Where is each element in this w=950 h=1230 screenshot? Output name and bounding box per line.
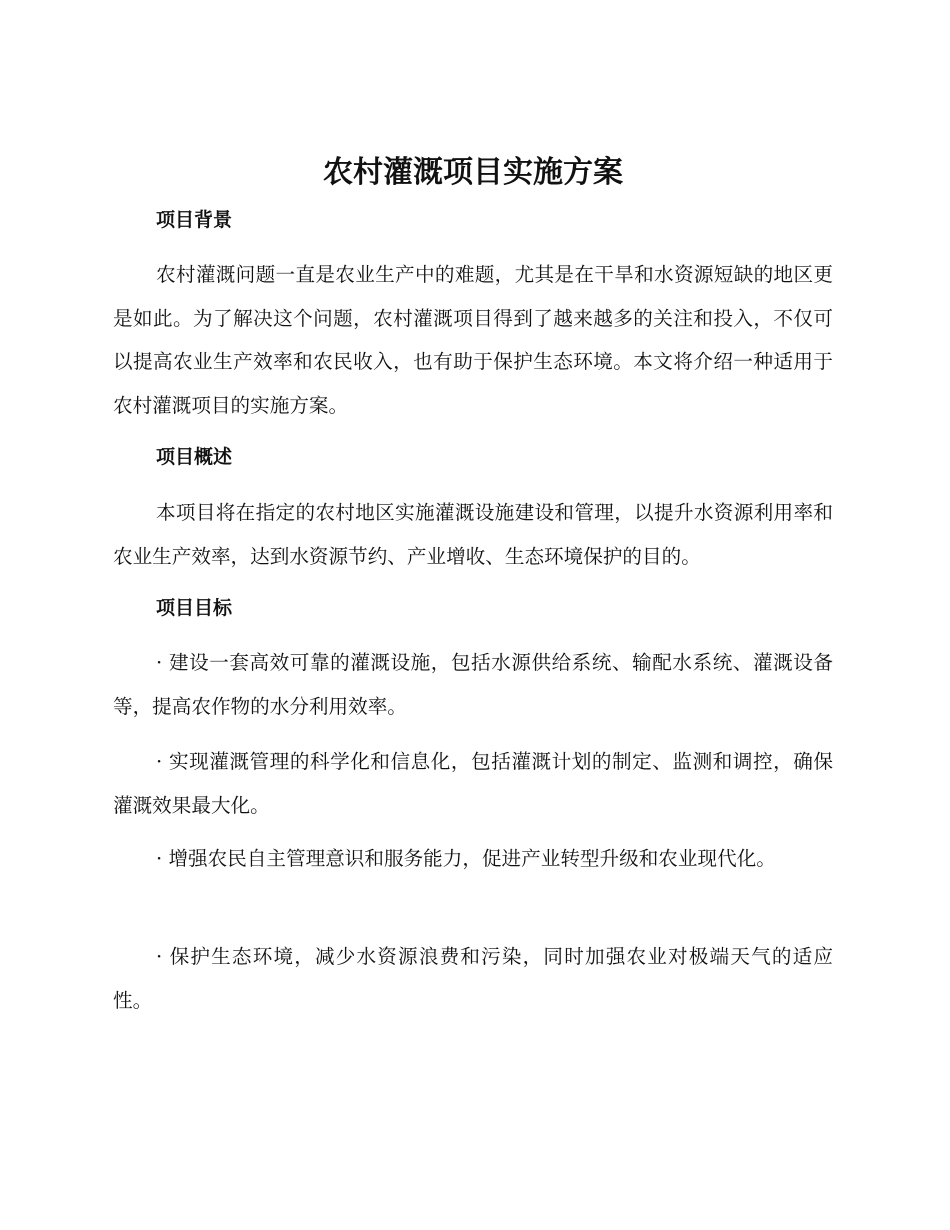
goal-bullet-1: · 建设一套高效可靠的灌溉设施，包括水源供给系统、输配水系统、灌溉设备等，提高农作物的水分利用效率。 <box>113 651 833 718</box>
goal-bullet-4: · 保护生态环境，减少水资源浪费和污染，同时加强农业对极端天气的适应性。 <box>113 945 833 1012</box>
section-heading-goals: 项目目标 <box>156 597 233 619</box>
goal-bullet-2: · 实现灌溉管理的科学化和信息化，包括灌溉计划的制定、监测和调控，确保灌溉效果最大化。 <box>113 750 833 817</box>
document-title: 农村灌溉项目实施方案 <box>323 155 623 190</box>
background-paragraph: 农村灌溉问题一直是农业生产中的难题，尤其是在干旱和水资源短缺的地区更是如此。为了解决这个问题，农村灌溉项目得到了越来越多的关注和投入，不仅可以提高农业生产效率和农民收入，也有助于保护生态环境。本文将介绍一种适用于农村灌溉项目的实施方案。 <box>113 263 833 417</box>
goal-bullet-3: · 增强农民自主管理意识和服务能力，促进产业转型升级和农业现代化。 <box>156 847 776 870</box>
section-heading-overview: 项目概述 <box>156 446 233 468</box>
section-heading-background: 项目背景 <box>156 209 233 231</box>
overview-paragraph: 本项目将在指定的农村地区实施灌溉设施建设和管理，以提升水资源利用率和农业生产效率，达到水资源节约、产业增收、生态环境保护的目的。 <box>113 501 833 568</box>
